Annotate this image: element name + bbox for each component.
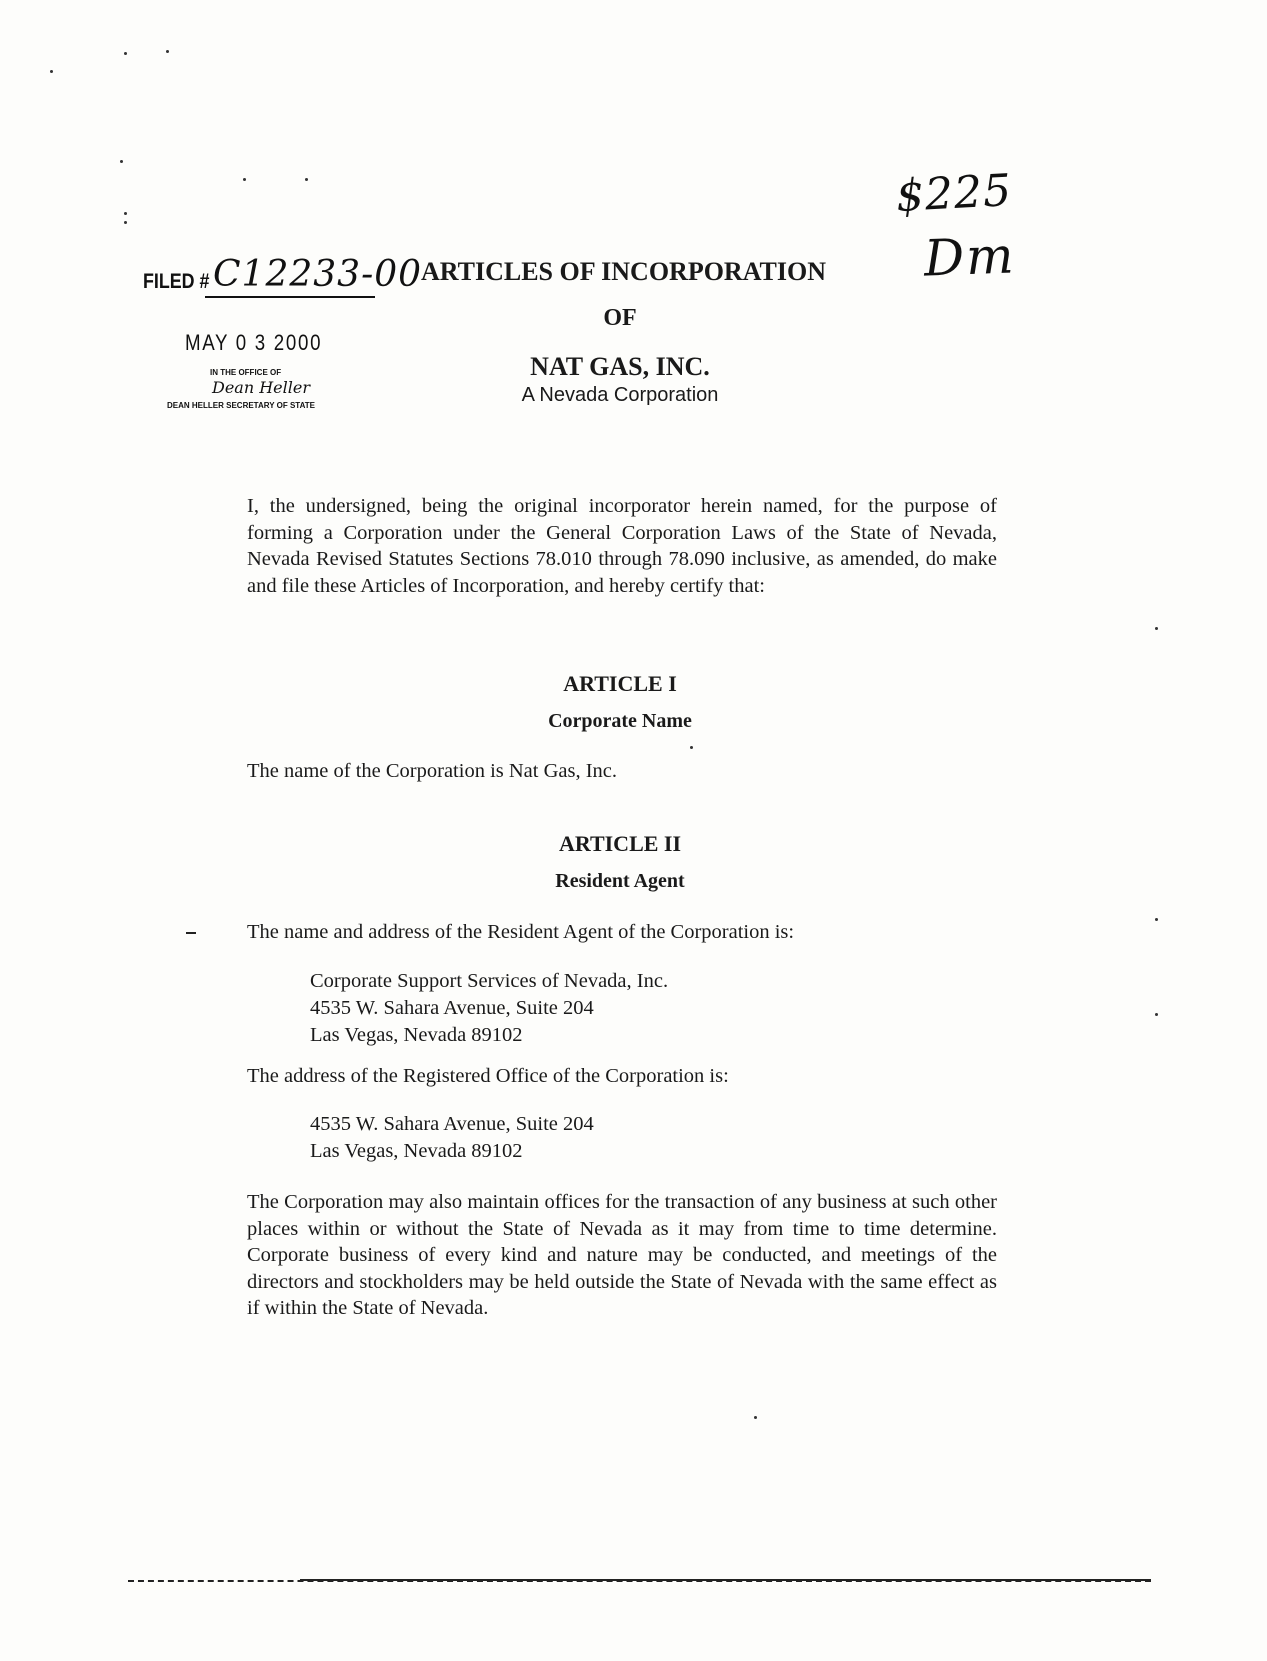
- article-2-subheading: Resident Agent: [555, 870, 685, 892]
- scan-speck: [754, 1416, 757, 1419]
- article-2-heading: ARTICLE II: [558, 831, 682, 856]
- office-intro: The address of the Registered Office of the Corporation is:: [247, 1065, 729, 1087]
- scan-speck: [1155, 918, 1158, 921]
- agent-address-line: 4535 W. Sahara Avenue, Suite 204: [310, 997, 594, 1019]
- article-2-closing-paragraph: The Corporation may also maintain offices for the transaction of any business at such other places within or without the State of Nevada as it may from time to time determine. Corporate business of every kind and nature may be conducted, and meetings of the directors and stockholders may be held outside the State of Nevada with the same effect as if within the State of Nevada.: [247, 1191, 997, 1319]
- scan-speck: [124, 52, 127, 55]
- article-1-heading: ARTICLE I: [563, 671, 677, 696]
- scan-speck: [1155, 627, 1158, 630]
- article-1-text: The name of the Corporation is Nat Gas, Inc.: [247, 760, 618, 782]
- agent-address-line: Las Vegas, Nevada 89102: [310, 1024, 523, 1046]
- scan-speck: [50, 70, 53, 73]
- scan-speck: [305, 178, 308, 181]
- agent-address-line: Corporate Support Services of Nevada, Inc.: [310, 970, 669, 992]
- title-of: OF: [603, 305, 637, 331]
- office-address-line: 4535 W. Sahara Avenue, Suite 204: [310, 1113, 594, 1135]
- article-1-subheading: Corporate Name: [548, 710, 692, 732]
- scan-speck: [166, 50, 169, 53]
- stamp-date: MAY 0 3 2000: [185, 330, 323, 355]
- scan-speck: [690, 746, 693, 749]
- filed-number: C12233-00: [213, 254, 423, 295]
- scan-speck: [124, 221, 127, 224]
- handwritten-initials: Dm: [923, 226, 1017, 288]
- stamp-office-line: IN THE OFFICE OF: [210, 368, 282, 377]
- scan-speck: [243, 178, 246, 181]
- filed-underline: [205, 296, 375, 298]
- stamp-signature: Dean Heller: [212, 378, 310, 397]
- scan-speck: [120, 160, 123, 163]
- company-subtitle: A Nevada Corporation: [521, 384, 719, 406]
- page-bottom-rule-solid: [300, 1579, 1151, 1581]
- office-address-line: Las Vegas, Nevada 89102: [310, 1140, 523, 1162]
- stamp-secretary-line: DEAN HELLER SECRETARY OF STATE: [167, 401, 316, 410]
- scan-speck: [1155, 1013, 1158, 1016]
- agent-intro: The name and address of the Resident Agent of the Corporation is:: [247, 921, 795, 943]
- handwritten-fee-note: $225: [894, 164, 1014, 223]
- scan-speck: [124, 212, 127, 215]
- margin-mark: [186, 932, 196, 934]
- document-title: ARTICLES OF INCORPORATION: [421, 257, 827, 286]
- filed-label: FILED #: [143, 270, 210, 293]
- company-name: NAT GAS, INC.: [530, 352, 710, 381]
- intro-paragraph: I, the undersigned, being the original incorporator herein named, for the purpose of forming a Corporation under the General Corporation Laws of the State of Nevada, Nevada Revised Statutes Sections 78.010 through 78.090 inclusive, as amended, do make and file these Articles of Incorporation, and hereby certify that:: [247, 495, 997, 597]
